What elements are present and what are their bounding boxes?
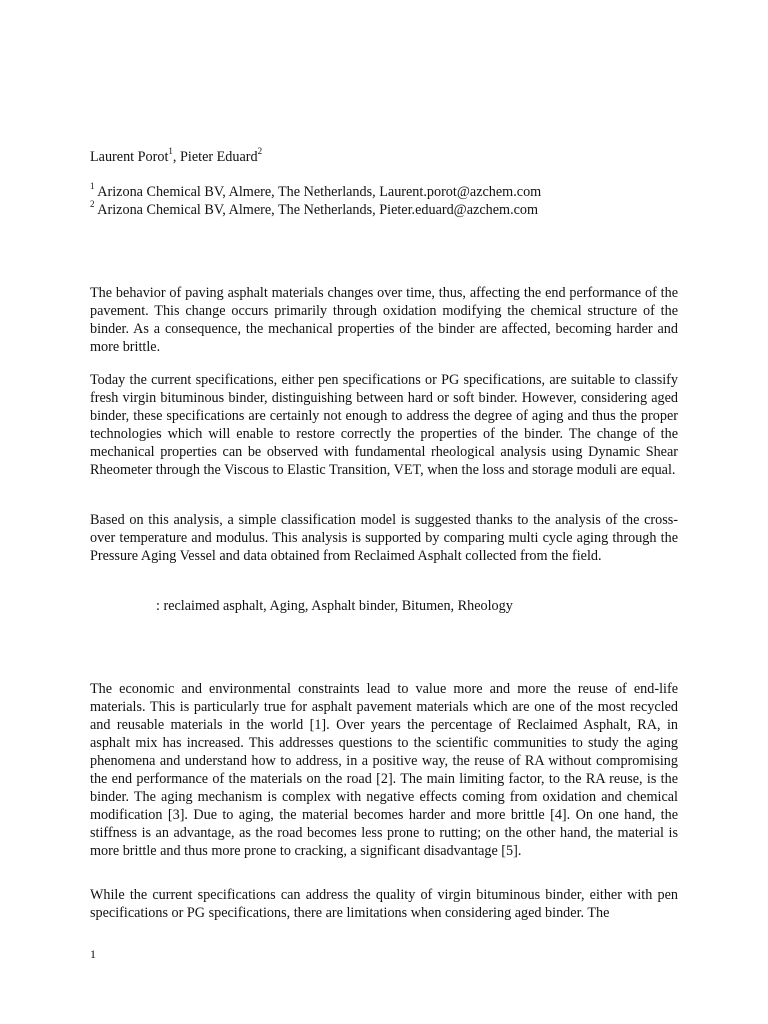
affiliation-2 xyxy=(90,201,538,219)
author-superscript-1: 1 xyxy=(168,146,173,157)
page-number: 1 xyxy=(90,947,96,961)
author-line xyxy=(90,148,262,166)
author-name-1: Laurent Porot xyxy=(90,149,169,165)
introduction-paragraph-1: The economic and environmental constraints lead to value more and more the reuse of end-life materials. This is particularly true for asphalt pavement materials which are one of the most recycled and reusable materials in the world [1]. Over years the percentage of Reclaimed Asphalt, RA, in asphalt mix has increased. This addresses questions to the scientific communities to study the aging phenomena and understand how to address, in a positive way, the reuse of RA without compromising the end performance of the materials on the road [2]. The main limiting factor, to the RA reuse, is the binder. The aging mechanism is complex with negative effects coming from oxidation and chemical modification [3]. Due to aging, the material becomes harder and more brittle [4]. On one hand, the stiffness is an advantage, as the road becomes less prone to rutting; on the other hand, the material is more brittle and thus more prone to cracking, a significant disadvantage [5]. xyxy=(90,681,678,859)
author-superscript-2: 2 xyxy=(257,146,263,157)
affiliation-marker-1: 1 xyxy=(90,181,95,192)
abstract-paragraph-2: Today the current specifications, either pen specifications or PG specifications, are suitable to classify fresh virgin bituminous binder, distinguishing between hard or soft binder. However, considering aged binder, these specifications are certainly not enough to address the degree of aging and thus the proper technologies which will enable to restore correctly the properties of the binder. The change of the mechanical properties can be observed with fundamental rheological analysis using Dynamic Shear Rheometer through the Viscous to Elastic Transition, VET, when the loss and storage moduli are equal. xyxy=(90,372,678,478)
affiliation-1 xyxy=(90,183,541,201)
abstract-paragraph-1: The behavior of paving asphalt materials changes over time, thus, affecting the end performance of the pavement. This change occurs primarily through oxidation modifying the chemical structure of the binder. As a consequence, the mechanical properties of the binder are affected, becoming harder and more brittle. xyxy=(90,285,678,355)
author-separator: , xyxy=(172,149,180,165)
document-page xyxy=(90,0,678,1024)
affiliation-marker-2: 2 xyxy=(90,199,95,210)
affiliation-text-1: Arizona Chemical BV, Almere, The Netherlands, Laurent.porot@azchem.com xyxy=(94,184,542,200)
introduction-paragraph-2: While the current specifications can address the quality of virgin bituminous binder, either with pen specifications or PG specifications, there are limitations when considering aged binder. The xyxy=(90,887,678,921)
keywords-line: : reclaimed asphalt, Aging, Asphalt binder, Bitumen, Rheology xyxy=(156,598,513,614)
abstract-paragraph-3: Based on this analysis, a simple classification model is suggested thanks to the analysis of the cross-over temperature and modulus. This analysis is supported by comparing multi cycle aging through the Pressure Aging Vessel and data obtained from Reclaimed Asphalt collected from the field. xyxy=(90,512,678,564)
author-name-2: Pieter Eduard xyxy=(180,149,258,165)
affiliation-text-2: Arizona Chemical BV, Almere, The Netherlands, Pieter.eduard@azchem.com xyxy=(94,202,539,218)
